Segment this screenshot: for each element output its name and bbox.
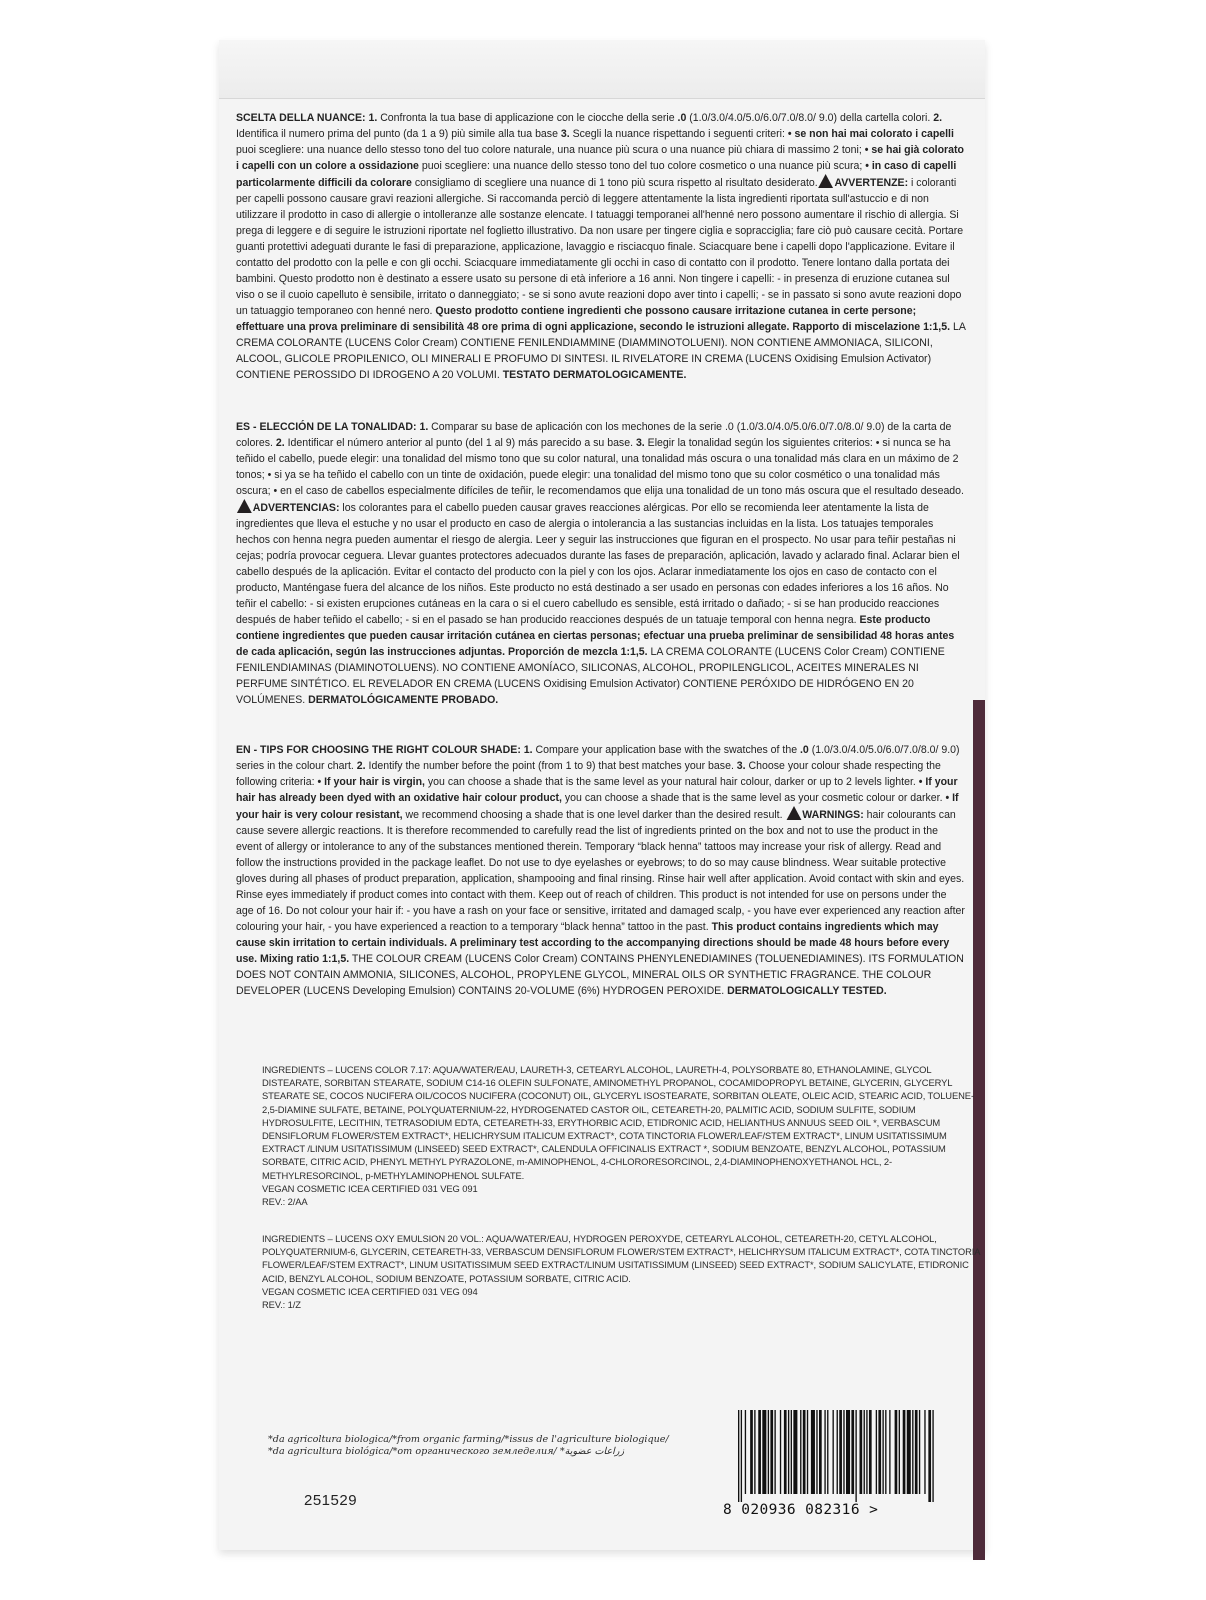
ingredients-color-list: INGREDIENTS – LUCENS COLOR 7.17: AQUA/WATER/EAU, LAURETH-3, CETEARYL ALCOHOL, LAURETH-4, POLYSORBATE 80, ETHANOLAMINE, GLYCOL DISTEARATE, SORBITAN STEARATE, SODIUM C14-16 OLEFIN SULFONATE, AMINOMETHYL PROPANOL, COCAMIDOPROPYL BETAINE, GLYCERIN, GLYCERYL STEARATE SE, COCOS NUCIFERA OIL/COCOS NUCIFERA (COCONUT) OIL, GLYCERYL ISOSTEARATE, SORBITAN OLEATE, OLEIC ACID, STEARIC ACID, TOLUENE-2,5-DIAMINE SULFATE, BETAINE, POLYQUATERNIUM-22, HYDROGENATED CASTOR OIL, CETEARETH-20, PALMITIC ACID, SODIUM SULFITE, SODIUM HYDROSULFITE, LECITHIN, TETRASODIUM EDTA, CETEARETH-33, ERYTHORBIC ACID, ETIDRONIC ACID, HELIANTHUS ANNUUS SEED OIL *, VERBASCUM DENSIFLORUM FLOWER/STEM EXTRACT*, HELICHRYSUM ITALICUM EXTRACT*, COTA TINCTORIA FLOWER/LEAF/STEM EXTRACT*, LINUM USITATISSIMUM EXTRACT /LINUM USITATISSIMUM (LINSEED) SEED EXTRACT*, CALENDULA OFFICINALIS EXTRACT *, SODIUM BENZOATE, BENZYL ALCOHOL, POTASSIUM SORBATE, CITRIC ACID, PHENYL METHYL PYRAZOLONE, m-AMINOPHENOL, 4-CHLORORESORCINOL, 2,4-DIAMINOPHENOXYETHANOL HCL, 2-METHYLRESORCINOL, p-METHYLAMINOPHENOL SULFATE. xyxy=(262,1064,974,1181)
vegan-certification: VEGAN COSMETIC ICEA CERTIFIED 031 VEG 091 xyxy=(262,1182,478,1194)
italian-paragraph: SCELTA DELLA NUANCE: 1. Confronta la tua base di applicazione con le ciocche della serie .0 (1.0/3.0/4.0/5.0/6.0/7.0/8.0/ 9.0) della cartella colori. 2. Identifica il numero prima del punto (da 1 a 9) più simile alla tua base 3. Scegli la nuance rispettando i seguenti criteri: • se non hai mai colorato i capelli puoi scegliere: una nuance dello stesso tono del tuo colore naturale, una nuance più scura o una nuance più chiara di massimo 2 toni; • se hai già colorato i capelli con un colore a ossidazione puoi scegliere: una nuance dello stesso tono del tuo colore cosmetico o una nuance più scura; • in caso di capelli particolarmente difficili da colorare consigliamo di scegliere una nuance di 1 tono più scura rispetto al risultato desiderato. AVVERTENZE: i coloranti per capelli possono causare gravi reazioni allergiche. Si raccomanda perciò di leggere attentamente la lista ingredienti riportata sull'astuccio e di non utilizzare il prodotto in caso di allergie o intolleranze alle sostanze elencate. I tatuaggi temporanei all'henné nero possono aumentare il rischio di allergia. Si prega di leggere e di seguire le istruzioni riportate nel foglietto illustrativo. Da non usare per tingere ciglia e sopracciglia; fare ciò può causare cecità. Portare guanti protettivi adeguati durante le fasi di preparazione, applicazione, lavaggio e risciacquo finale. Sciacquare bene i capelli dopo l'applicazione. Evitare il contatto del prodotto con la pelle e con gli occhi. Sciacquare immediatamente gli occhi in caso di contatto con il prodotto. Tenere lontano dalla portata dei bambini. Questo prodotto non è destinato a essere usato su persone di età inferiore a 16 anni. Non tingere i capelli: - in presenza di eruzione cutanea sul viso o se il cuoio capelluto è sensibile, irritato o danneggiato; - se si sono avute reazioni dopo aver tinto i capelli; - se in passato si sono avute reazioni dopo un tatuaggio temporaneo con henné nero. Questo prodotto contiene ingredienti che possono causare irritazione cutanea in certe persone; effettuare una prova preliminare di sensibilità 48 ore prima di ogni applicazione, secondo le istruzioni allegate. Rapporto di miscelazione 1:1,5. LA CREMA COLORANTE (LUCENS Color Cream) CONTIENE FENILENDIAMMINE (DIAMMINOTOLUENI). NON CONTIENE AMMONIACA, SILICONI, ALCOOL, GLICOLE PROPILENICO, OLI MINERALI E PROFUMO DI SINTESI. IL RIVELATORE IN CREMA (LUCENS Oxidising Emulsion Activator) CONTIENE PEROSSIDO DI IDROGENO A 20 VOLUMI. TESTATO DERMATOLOGICAMENTE. xyxy=(236,112,966,381)
organic-farming-note: *da agricoltura biologica/*from organic farming/*issus de l'agriculture biologique/ *da agricultura biológica/*от органического земледелия/ *زراعات عضوية xyxy=(268,1434,669,1457)
ean-barcode xyxy=(723,1410,947,1522)
revision-code: REV.: 2/AA xyxy=(262,1196,308,1208)
warning-triangle-icon xyxy=(819,174,834,188)
spanish-paragraph: ES - ELECCIÓN DE LA TONALIDAD: 1. Comparar su base de aplicación con los mechones de la serie .0 (1.0/3.0/4.0/5.0/6.0/7.0/8.0/ 9.0) de la carta de colores. 2. Identificar el número anterior al punto (del 1 al 9) más parecido a su base. 3. Elegir la tonalidad según los siguientes criterios: • si nunca se ha teñido el cabello, puede elegir: una tonalidad del mismo tono que su color natural, una tonalidad más oscura o una tonalidad más clara en un máximo de 2 tonos; • si ya se ha teñido el cabello con un tinte de oxidación, puede elegir: una tonalidad del mismo tono que su color cosmético o una tonalidad más oscura; • en el caso de cabellos especialmente difíciles de teñir, le recomendamos que elija una tonalidad de un tono más oscura que el resultado deseado. ADVERTENCIAS: los colorantes para el cabello pueden causar graves reacciones alérgicas. Por ello se recomienda leer atentamente la lista de ingredientes que lleva el estuche y no usar el producto en caso de alergia o intolerancia a las sustancias incluidas en la lista. Los tatuajes temporales hechos con henna negra pueden aumentar el riesgo de alergia. Leer y seguir las instrucciones que figuran en el prospecto. No usar para teñir pestañas ni cejas; podría provocar ceguera. Llevar guantes protectores adecuados durante las fases de preparación, aplicación, lavado y aclarado final. Aclarar bien el cabello después de la aplicación. Evitar el contacto del producto con la piel y con los ojos. Aclarar inmediatamente los ojos en caso de contacto con el producto, Manténgase fuera del alcance de los niños. Este producto no está destinado a ser usado en personas con edades inferiores a los 16 años. No teñir el cabello: - si existen erupciones cutáneas en la cara o si el cuero cabelludo es sensible, está irritado o dañado; - si se han producido reacciones después de haber teñido el cabello; - si en el pasado se han producido reacciones después de un tatuaje temporal con henna negra. Este producto contiene ingredientes que pueden causar irritación cutánea en ciertas personas; efectuar una prueba preliminar de sensibilidad 48 horas antes de cada aplicación, según las instrucciones adjuntas. Proporción de mezcla 1:1,5. LA CREMA COLORANTE (LUCENS Color Cream) CONTIENE FENILENDIAMINAS (DIAMINOTOLUENS). NO CONTIENE AMONÍACO, SILICONAS, ALCOHOL, PROPILENGLICOL, ACEITES MINERALES NI PERFUME SINTÉTICO. EL REVELADOR EN CREMA (LUCENS Oxidising Emulsion Activator) CONTIENE PERÓXIDO DE HIDRÓGENO EN 20 VOLÚMENES. DERMATOLÓGICAMENTE PROBADO. xyxy=(236,421,964,706)
box-top-flap xyxy=(219,40,985,99)
barcode-bars xyxy=(737,1410,935,1502)
vegan-certification: VEGAN COSMETIC ICEA CERTIFIED 031 VEG 094 xyxy=(262,1285,478,1297)
warning-triangle-icon xyxy=(237,499,252,513)
italian-instructions xyxy=(236,110,966,383)
warning-triangle-icon xyxy=(786,806,801,820)
lot-number: 251529 xyxy=(304,1492,358,1509)
english-instructions xyxy=(236,742,966,999)
spanish-instructions xyxy=(236,419,966,708)
revision-code: REV.: 1/Z xyxy=(262,1299,301,1311)
english-paragraph: EN - TIPS FOR CHOOSING THE RIGHT COLOUR SHADE: 1. Compare your application base with the swatches of the .0 (1.0/3.0/4.0/5.0/6.0/7.0/8.0/ 9.0) series in the colour chart. 2. Identify the number before the point (from 1 to 9) that best matches your base. 3. Choose your colour shade respecting the following criteria: • If your hair is virgin, you can choose a shade that is the same level as your natural hair colour, darker or up to 2 levels lighter. • If your hair has already been dyed with an oxidative hair colour product, you can choose a shade that is the same level as your cosmetic colour or darker. • If your hair is very colour resistant, we recommend choosing a shade that is one level darker than the desired result. WARNINGS: hair colourants can cause severe allergic reactions. It is therefore recommended to carefully read the list of ingredients printed on the box and not to use the product in the event of allergy or intolerance to any of the substances mentioned therein. Temporary “black henna” tattoos may increase your risk of allergy. Read and follow the instructions provided in the package leaflet. Do not use to dye eyelashes or eyebrows; to do so may cause blindness. Wear suitable protective gloves during all phases of product preparation, application, shampooing and final rinsing. Rinse hair well after application. Avoid contact with skin and eyes. Rinse eyes immediately if product comes into contact with them. Keep out of reach of children. This product is not intended for use on persons under the age of 16. Do not colour your hair if: - you have a rash on your face or sensitive, irritated and damaged scalp, - you have ever experienced any reaction after colouring your hair, - you have experienced a reaction to a temporary “black henna” tattoo in the past. This product contains ingredients which may cause skin irritation to certain individuals. A preliminary test according to the accompanying directions should be made 48 hours before every use. Mixing ratio 1:1,5. THE COLOUR CREAM (LUCENS Color Cream) CONTAINS PHENYLENEDIAMINES (TOLUENEDIAMINES). ITS FORMULATION DOES NOT CONTAIN AMMONIA, SILICONES, ALCOHOL, PROPYLENE GLYCOL, MINERAL OILS OR SYNTHETIC FRAGRANCE. THE COLOUR DEVELOPER (LUCENS Developing Emulsion) CONTAINS 20-VOLUME (6%) HYDROGEN PEROXIDE. DERMATOLOGICALLY TESTED. xyxy=(236,744,965,997)
ingredients-oxy-emulsion xyxy=(262,1232,992,1311)
ingredients-color-cream xyxy=(262,1063,992,1208)
barcode-digits: 8 020936 082316 > xyxy=(723,1502,879,1518)
ingredients-oxy-list: INGREDIENTS – LUCENS OXY EMULSION 20 VOL.: AQUA/WATER/EAU, HYDROGEN PEROXYDE, CETEARYL ALCOHOL, CETEARETH-20, CETYL ALCOHOL, POLYQUATERNIUM-6, GLYCERIN, CETEARETH-33, VERBASCUM DENSIFLORUM FLOWER/STEM EXTRACT*, HELICHRYSUM ITALICUM EXTRACT*, COTA TINCTORIA FLOWER/LEAF/STEM EXTRACT*, LINUM USITATISSIMUM SEED EXTRACT/LINUM USITATISSIMUM (LINSEED) SEED EXTRACT*, SODIUM SALICYLATE, ETIDRONIC ACID, BENZYL ALCOHOL, SODIUM BENZOATE, POTASSIUM SORBATE, CITRIC ACID. xyxy=(262,1233,980,1284)
